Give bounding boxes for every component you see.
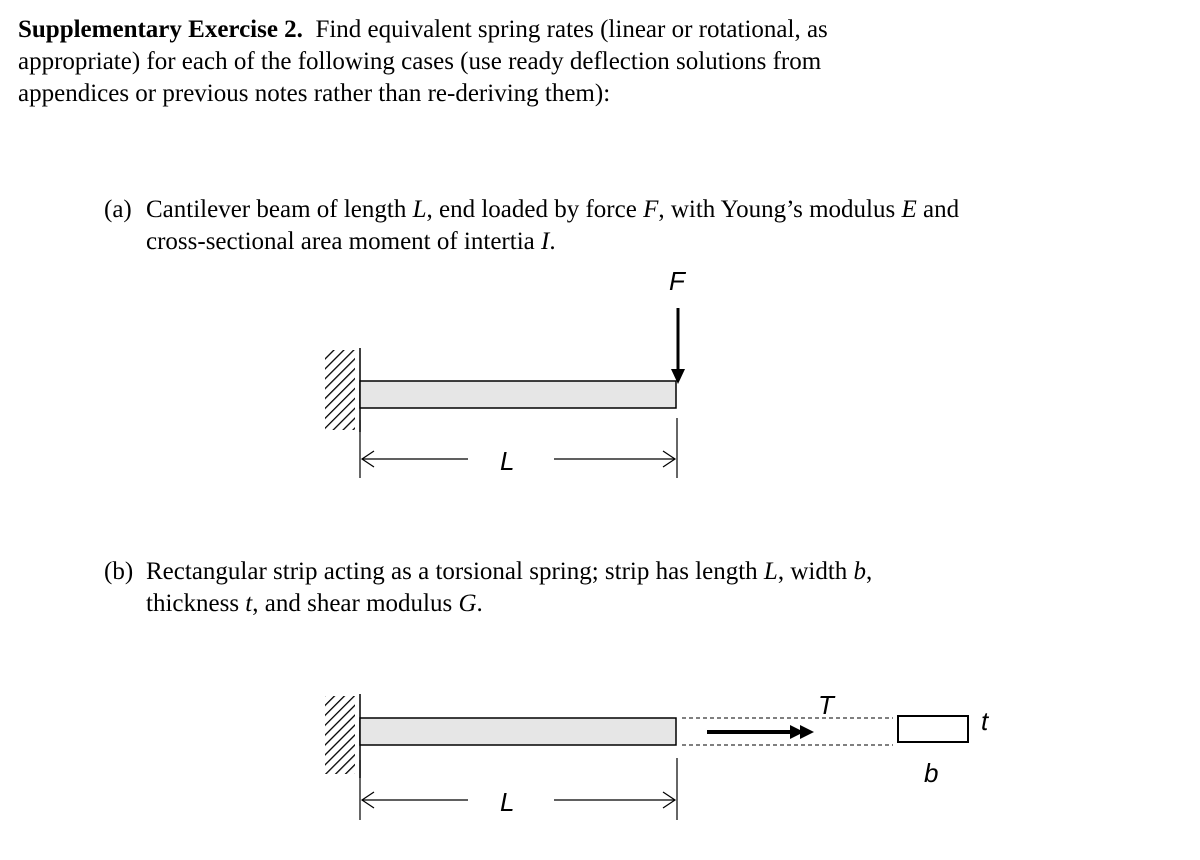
thickness-label: t bbox=[981, 706, 989, 736]
length-label-b: L bbox=[500, 787, 515, 817]
intro-line-1: Find equivalent spring rates (linear or rotational, as bbox=[315, 16, 828, 43]
part-b-line-2: thickness t, and shear modulus G. bbox=[146, 590, 483, 617]
cross-section bbox=[898, 716, 968, 742]
length-label-a: L bbox=[500, 446, 515, 476]
width-label: b bbox=[924, 758, 939, 788]
intro-line-3: appendices or previous notes rather than re-deriving them): bbox=[18, 80, 611, 107]
part-a-line-2: cross-sectional area moment of intertia I. bbox=[146, 228, 556, 255]
exercise-heading: Supplementary Exercise 2. bbox=[18, 16, 303, 43]
torque-label: T bbox=[818, 690, 834, 720]
part-b-line-1: Rectangular strip acting as a torsional spring; strip has length L, width b, bbox=[146, 558, 873, 585]
intro-line-2: appropriate) for each of the following cases (use ready deflection solutions from bbox=[18, 48, 822, 75]
force-label-a: F bbox=[669, 266, 685, 296]
part-a-label: (a) bbox=[104, 196, 132, 223]
part-b-label: (b) bbox=[104, 558, 134, 585]
part-a-line-1: Cantilever beam of length L, end loaded by force F, with Young’s modulus E and bbox=[146, 196, 960, 223]
torque-arrowhead-2 bbox=[800, 725, 814, 739]
fixed-wall-b bbox=[325, 696, 355, 774]
strip-b bbox=[360, 718, 676, 745]
